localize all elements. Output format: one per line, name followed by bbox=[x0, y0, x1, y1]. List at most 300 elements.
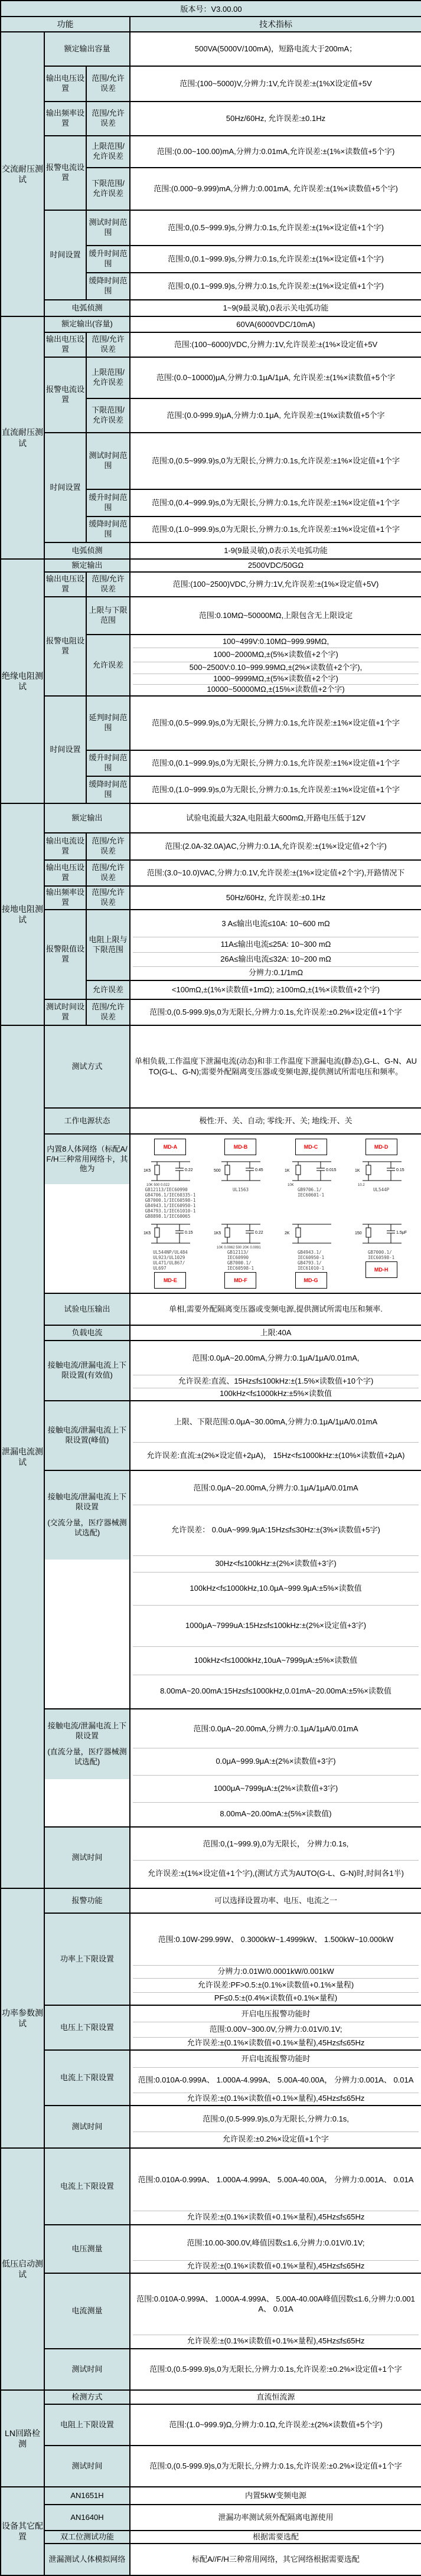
spec-cell: 范围:(3.0~10.0)VAC,分辨力:0.1V,允许误差:±(1%×设定值+2个字),开路情况下 bbox=[130, 860, 421, 886]
row-label: 电流上下限设置 bbox=[44, 2148, 130, 2225]
spec-cell: 60VA(6000VDC/10mA) bbox=[130, 316, 421, 332]
row-label: 试验电压输出 bbox=[44, 1293, 130, 1325]
row-label: 输出电压设置 bbox=[44, 332, 86, 357]
standard-item: IEC60950-1 bbox=[297, 1255, 325, 1260]
spec-line: 允许误差:PF>0.5:±(0.1%×读数值+0.1%×量程) bbox=[133, 1978, 419, 1992]
row-label: 时间设置 bbox=[44, 210, 86, 300]
svg-text:1K5: 1K5 bbox=[143, 1169, 151, 1173]
spec-cell: 范围:(100~6000)VDC,分辨力:1V,允许误差:±(1%×设定值+5V bbox=[130, 332, 421, 357]
spec-line: 范围:0.0μA~20.00mA,分辨力:0.1μA/1μA/0.01mA, bbox=[192, 1353, 360, 1362]
table-row bbox=[1, 542, 421, 559]
spec-cell bbox=[130, 2225, 421, 2273]
circuit-schematic bbox=[213, 1157, 267, 1186]
table-row bbox=[1, 1025, 421, 1108]
table-row bbox=[1, 32, 421, 66]
row-label: AN1651H bbox=[44, 2487, 130, 2505]
spec-line: 1000μA~7999uA:15Hz≤f≤100kHz:±(2%×设定值+3字) bbox=[133, 1605, 419, 1646]
standards-list bbox=[373, 1187, 389, 1192]
spec-cell: 范围:0,(0.5-999.9)s,0为无限长,分辨力:0.1s,允许误差:±0.2%×设定值+1个字 bbox=[130, 2446, 421, 2487]
spec-cell: 范围:0,(1.0~999.9)s,0为无限长,分辨力:0.1s,允许误差:±1%×设定值+1个字 bbox=[130, 776, 421, 803]
table-row bbox=[1, 2487, 421, 2505]
spec-line: 8.00mA~20.00mA:±(5%×读数值) bbox=[133, 1802, 419, 1826]
table-row bbox=[1, 696, 421, 750]
md-label-box: MD-F bbox=[224, 1272, 256, 1289]
table-row bbox=[1, 910, 421, 980]
row-label: 额定输出容量 bbox=[44, 32, 130, 66]
spec-line: 分辨力:0.01W/0.0001kW/0.001kW bbox=[133, 1965, 419, 1978]
spec-line: 范围:0.010A-0.999A、 1.000A-4.999A、 5.00A-40.00A， 分辨力:0.001A、 0.01A bbox=[138, 2175, 414, 2184]
spec-lines bbox=[133, 2051, 419, 2104]
spec-line: 上限、下限范围:0.0μA~30.00mA,分辨力:0.1μA/1μA/0.01mA bbox=[174, 1417, 378, 1426]
spec-cell: 范围:0,(1.0~999.9)s,0为无限长,分辨力:0.1s,允许误差:±1%×设定值+1个字 bbox=[130, 516, 421, 542]
row-label: 时间设置 bbox=[44, 696, 86, 803]
md-label-box: MD-G bbox=[295, 1272, 327, 1289]
row-label: 输出电流设置 bbox=[44, 833, 86, 860]
row-label-block bbox=[45, 1471, 129, 1560]
row-label: 电阻上下限设置 bbox=[44, 2404, 130, 2446]
row-label: 报警电流设置 bbox=[44, 357, 86, 433]
spec-line: 30Hz<f≤100kHz:±(2%×读数值+3字) bbox=[133, 1555, 419, 1572]
spec-cell: 范围:0,(0.5~999.9)s,0为无限长,分辨力:0.1s,允许误差:±1%×设定值+1个字 bbox=[130, 433, 421, 489]
table-row bbox=[1, 999, 421, 1025]
spec-cell bbox=[130, 1470, 421, 1709]
spec-cell: 范围:0,(0.5~999.9)s,0为无限长,分辨力:0.1s,允许误差:±1%×设定值+1个字 bbox=[130, 696, 421, 750]
spec-line: 1000~2000MΩ,±(5%×读数值+2个字) bbox=[133, 648, 419, 662]
row-label: 功率上下限设置 bbox=[44, 1913, 130, 2005]
standard-item: UL1563 bbox=[232, 1187, 249, 1192]
row-label: 输出频率设置 bbox=[44, 102, 86, 136]
spec-cell: 范围:(100~5000)V,分辨力:1V,允许误差:±(1%X设定值+5V bbox=[130, 66, 421, 102]
network-group bbox=[277, 1219, 345, 1290]
row-label-block bbox=[45, 1709, 129, 1779]
table-row bbox=[1, 2273, 421, 2349]
standard-item: GB12113/ bbox=[227, 1250, 249, 1255]
table-row bbox=[1, 1325, 421, 1341]
section-label: 直流耐压测试 bbox=[1, 316, 44, 559]
table-row bbox=[1, 66, 421, 102]
svg-text:10K: 10K bbox=[287, 1184, 294, 1186]
row-label: 报警功能 bbox=[44, 1888, 130, 1913]
spec-cell: 范围:0,(0.1~999.9)s,0为无限长,分辨力:0.1s,允许误差:±1%×设定值+1个字 bbox=[130, 750, 421, 776]
row-label: 报警电流设置 bbox=[44, 136, 86, 210]
table-row bbox=[1, 2404, 421, 2446]
svg-text:2K: 2K bbox=[284, 1231, 290, 1235]
spec-cell: 50Hz/60Hz, 允许误差:±0.1Hz bbox=[130, 102, 421, 136]
spec-line: 500~2500V:0.10~999.99MΩ,±(2%×读数值+2个字), bbox=[133, 662, 419, 674]
table-row bbox=[1, 1709, 421, 1827]
standard-item: IEC60990 bbox=[227, 1255, 249, 1260]
network-group bbox=[207, 1137, 275, 1192]
spec-line: 范围:0.010A-0.999A、 1.000A-4.999A、 5.00A-40.00A峰值因数≤1.6,分辨力:0.001A、 0.01A bbox=[136, 2294, 415, 2313]
row-label: 额定输出 bbox=[44, 803, 130, 833]
spec-cell bbox=[130, 2148, 421, 2225]
row-sublabel: 测试时间范围 bbox=[86, 433, 130, 489]
standard-item: IEC61010-1 bbox=[297, 1266, 325, 1271]
row-label: 测试时间 bbox=[44, 2349, 130, 2390]
table-row bbox=[1, 2505, 421, 2531]
svg-text:1.5μF: 1.5μF bbox=[396, 1231, 407, 1235]
spec-lines bbox=[133, 2107, 419, 2147]
spec-cell: 上限:40A bbox=[130, 1325, 421, 1341]
spec-line: 100kHz<f≤1000kHz,10uA~7999μA:±5%×读数值 bbox=[133, 1646, 419, 1675]
spec-line: 范围:0,(0.5-999.9)s,0为无限长,分辨力:0.1s, bbox=[203, 2114, 349, 2123]
spec-line: 1000~9999MΩ,±(5%×读数值+2个字) bbox=[133, 674, 419, 684]
standard-item: GB12113/IEC60990 bbox=[145, 1187, 188, 1192]
spec-line: 允许误差:直流、15Hz≤f≤100kHz:±(1.5%×读数值+10个字) bbox=[133, 1375, 419, 1388]
spec-cell bbox=[130, 1913, 421, 2005]
spec-line: 允许误差:±(0.1%×读数值+0.1%×量程),45Hz≤f≤65Hz bbox=[133, 2211, 419, 2224]
row-label: 输出电压设置 bbox=[44, 66, 86, 102]
circuit-schematic bbox=[284, 1220, 338, 1249]
circuit-schematic bbox=[213, 1220, 267, 1249]
spec-cell: 1~9(9最灵敏),0表示关电弧功能 bbox=[130, 300, 421, 316]
spec-cell bbox=[130, 1401, 421, 1470]
standard-item: IEC60601-1 bbox=[297, 1192, 325, 1198]
row-sublabel: 下限范围/允许误差 bbox=[86, 398, 130, 433]
spec-cell: 泄漏功率测试须外配隔离电源使用 bbox=[130, 2505, 421, 2531]
row-label: 电流测量 bbox=[44, 2273, 130, 2349]
row-sublabel: 缓升时间范围 bbox=[86, 750, 130, 776]
network-group bbox=[277, 1137, 345, 1198]
standards-list bbox=[145, 1187, 196, 1219]
section-label: LN回路检测 bbox=[1, 2390, 44, 2487]
row-label-line: 内置8人体网络（标配A/F/H三种常用网络卡，其他为 bbox=[46, 1144, 128, 1173]
section-label: 接地电阻测试 bbox=[1, 803, 44, 1025]
spec-cell: 50Hz/60Hz, 允许误差:±0.1Hz bbox=[130, 886, 421, 910]
spec-line: 100kHz<f≤1000kHz:±5%×读数值 bbox=[133, 1388, 419, 1400]
row-label: 输出电压设置 bbox=[44, 860, 86, 886]
row-sublabel: 范围/允许误差 bbox=[86, 66, 130, 102]
spec-line: 允许误差:±(0.1%×读数值+0.1%×量程),45Hz≤f≤65Hz bbox=[133, 2037, 419, 2049]
table-row bbox=[1, 1341, 421, 1401]
row-label: 时间设置 bbox=[44, 433, 86, 542]
circuit-schematic bbox=[143, 1157, 197, 1186]
svg-text:0.45: 0.45 bbox=[255, 1168, 264, 1172]
svg-text:0.15: 0.15 bbox=[185, 1231, 194, 1235]
network-group bbox=[207, 1219, 275, 1290]
spec-cell: 范围:(0.00~100.00)mA,分辨力:0.01mA,允许误差:±(1%×读数值+5个字) bbox=[130, 136, 421, 168]
table-row bbox=[1, 332, 421, 357]
row-label-line: 接触电流/泄漏电流上下限设置 bbox=[47, 1492, 127, 1512]
spec-cell: 范围:0,(0.5-999.9)s,0为无限长,分辨力:0.1s,允许误差:±0.2%×设定值+1个字 bbox=[130, 999, 421, 1025]
spec-cell bbox=[130, 1709, 421, 1827]
row-sublabel: 下限范围/允许误差 bbox=[86, 168, 130, 210]
spec-line: 允许误差： 0.0uA~999.9μA:15Hz≤f≤30Hz:±(3%×读数值+5字) bbox=[133, 1505, 419, 1555]
svg-text:10K 500 0.022: 10K 500 0.022 bbox=[146, 1184, 170, 1186]
table-row bbox=[1, 102, 421, 136]
spec-lines bbox=[133, 2226, 419, 2272]
row-label: 电流上下限设置 bbox=[44, 2050, 130, 2106]
row-sublabel: 范围/允许误差 bbox=[86, 572, 130, 597]
table-row bbox=[1, 833, 421, 860]
standard-item: GB9706.1/ bbox=[297, 1187, 322, 1192]
spec-line: 分辨力:0.1/1mΩ bbox=[133, 966, 419, 979]
row-sublabel: 允许误差 bbox=[86, 980, 130, 999]
standard-item: IEC60598-1 bbox=[227, 1266, 254, 1271]
standards-list bbox=[298, 1187, 324, 1198]
row-label-block bbox=[45, 1135, 129, 1184]
table-row bbox=[1, 2148, 421, 2225]
spec-cell bbox=[130, 2050, 421, 2106]
network-group bbox=[136, 1219, 204, 1290]
table-row bbox=[1, 300, 421, 316]
table-row bbox=[1, 860, 421, 886]
row-sublabel: 电阻上限与下限范围 bbox=[86, 910, 130, 980]
spec-line: 100~499V:0.10MΩ~999.99MΩ, bbox=[222, 636, 329, 646]
table-row bbox=[1, 572, 421, 597]
spec-cell: 范围:(0.0~10000)μA,分辨力:0.1μA/1μA, 允许误差:±(1%×读数值+5个字 bbox=[130, 357, 421, 398]
row-label bbox=[44, 1709, 130, 1827]
standard-item: GB4943.1/ bbox=[297, 1250, 322, 1255]
spec-line: 允许误差:±0.2%×设定值+1个字 bbox=[133, 2132, 419, 2147]
spec-line: 允许误差:±(0.1%×读数值+0.1%×量程),45Hz≤f≤65Hz bbox=[133, 2260, 419, 2272]
row-label: 额定输出 bbox=[44, 559, 130, 572]
svg-text:150: 150 bbox=[354, 1231, 362, 1235]
spec-line: 允许误差:±(0.1%×读数值+0.1%×量程),45Hz≤f≤65Hz bbox=[133, 2335, 419, 2348]
version-label: 版本号：V3.00.00 bbox=[1, 1, 421, 17]
section-label: 设备其它配置 bbox=[1, 2487, 44, 2575]
spec-lines bbox=[133, 1914, 419, 2004]
row-sublabel: 上限范围/允许误差 bbox=[86, 136, 130, 168]
network-row bbox=[134, 1219, 417, 1290]
svg-text:0.22: 0.22 bbox=[185, 1168, 194, 1172]
spec-cell: 标配A//F/H三种常用网络，其它网络根据需要选配 bbox=[130, 2544, 421, 2575]
md-label-box: MD-H bbox=[365, 1261, 397, 1278]
spec-lines bbox=[133, 1710, 419, 1826]
svg-text:1K5: 1K5 bbox=[143, 1231, 151, 1235]
circuit-schematic bbox=[354, 1157, 409, 1186]
spec-cell: 范围:0,(0.5-999.9)s,0为无限长,分辨力:0.1s,允许误差:±0.2%×设定值+1个字 bbox=[130, 2349, 421, 2390]
spec-cell: 范围:0,(0.1~999.9)s,分辨力:0.1s,允许误差:±(1%×设定值+1个字) bbox=[130, 246, 421, 273]
row-sublabel: 缓降时间范围 bbox=[86, 516, 130, 542]
table-row bbox=[1, 2225, 421, 2273]
table-row bbox=[1, 886, 421, 910]
row-label: 测试时间 bbox=[44, 2106, 130, 2148]
spec-line: 8.00mA~20.00mA:15Hz≤f≤1000kHz,0.01mA~20.00mA:±5%×读数值 bbox=[133, 1675, 419, 1708]
row-sublabel: 范围/允许误差 bbox=[86, 886, 130, 910]
md-label-box: MD-B bbox=[224, 1139, 256, 1155]
table-row bbox=[1, 1134, 421, 1293]
spec-line: 3 A≤输出电流≤10A: 10~600 mΩ bbox=[221, 918, 330, 928]
svg-text:0.15: 0.15 bbox=[396, 1168, 404, 1172]
spec-lines bbox=[133, 1342, 419, 1400]
standard-item: GB8898.1/IEC60065 bbox=[145, 1214, 191, 1219]
standard-item: UL544P bbox=[373, 1187, 390, 1192]
row-label-line: (交流分量，医疗器械测试选配) bbox=[47, 1518, 127, 1537]
row-sublabel: 范围/允许误差 bbox=[86, 833, 130, 860]
row-sublabel: 上限范围/允许误差 bbox=[86, 357, 130, 398]
svg-text:1K: 1K bbox=[284, 1169, 290, 1173]
table-row bbox=[1, 2005, 421, 2050]
row-label: 电弧侦测 bbox=[44, 300, 130, 316]
spec-cell bbox=[130, 1341, 421, 1401]
svg-text:1K5: 1K5 bbox=[214, 1231, 221, 1235]
row-label: 测试方式 bbox=[44, 1025, 130, 1108]
spec-lines bbox=[133, 636, 419, 695]
table-row bbox=[1, 136, 421, 168]
standard-item: GB7000.1/IEC60598-1 bbox=[145, 1198, 196, 1203]
spec-cell: 范围:(1.0~999.9)Ω,分辨力:0.1Ω,允许误差:±(2%×读数值+5个字) bbox=[130, 2404, 421, 2446]
table-row bbox=[1, 316, 421, 332]
spec-lines bbox=[133, 2149, 419, 2224]
md-label-box: MD-E bbox=[154, 1272, 186, 1289]
table-row bbox=[1, 1293, 421, 1325]
spec-line: PF≤0.5:±(0.4%×读数值+0.1%×量程) bbox=[133, 1992, 419, 2004]
network-group bbox=[136, 1137, 204, 1219]
spec-lines bbox=[133, 911, 419, 979]
table-row bbox=[1, 1401, 421, 1470]
standards-list bbox=[298, 1250, 324, 1271]
table-row bbox=[1, 2349, 421, 2390]
standard-item: UL471/UL867/ bbox=[153, 1260, 185, 1266]
circuit-schematic bbox=[284, 1157, 338, 1186]
standards-list bbox=[233, 1187, 249, 1192]
row-sublabel: 缓降时间范围 bbox=[86, 776, 130, 803]
row-label: 输出频率设置 bbox=[44, 886, 86, 910]
table-row bbox=[1, 559, 421, 572]
row-sublabel: 上限与下限范围 bbox=[86, 597, 130, 635]
spec-cell: 范围:0,(0.4~999.9)s,0为无限长,分辨力:0.1s,允许误差:±1%×设定值+1个字 bbox=[130, 489, 421, 516]
spec-cell: 范围:(0.0-999.9)μA,分辨力:0.1μA, 允许误差:±(1%x读数值+5个字 bbox=[130, 398, 421, 433]
spec-line: 范围:0.00V~300.0V,分辨力:0.01V/0.1V; bbox=[133, 2022, 419, 2037]
table-row bbox=[1, 2544, 421, 2575]
spec-cell: 500VA(5000V/100mA)，短路电流大于200mA； bbox=[130, 32, 421, 66]
row-sublabel: 缓升时间范围 bbox=[86, 246, 130, 273]
spec-cell: 范围:0,(0.1~999.9)s,分辨力:0.1s,允许误差:±(1%×设定值+1个字) bbox=[130, 273, 421, 300]
row-label: 接触电流/泄漏电流上下限设置(有效值) bbox=[44, 1341, 130, 1401]
md-label-box: MD-C bbox=[295, 1139, 327, 1155]
row-label: AN1640H bbox=[44, 2505, 130, 2531]
svg-text:0.22: 0.22 bbox=[255, 1231, 264, 1235]
row-sublabel: 允许误差 bbox=[86, 635, 130, 696]
spec-cell: 内置5kW变频电源 bbox=[130, 2487, 421, 2505]
circuit-schematic bbox=[354, 1220, 409, 1249]
svg-text:1K: 1K bbox=[354, 1169, 360, 1173]
spec-line: 允许误差:直流:±(2%×设定值+2μA)， 15Hz<f≤1000kHz:±(10%×读数值+2μA) bbox=[133, 1442, 419, 1469]
standards-list bbox=[227, 1250, 254, 1271]
table-row bbox=[1, 1827, 421, 1888]
row-label: 泄漏测试人体模拟网络 bbox=[44, 2544, 130, 2575]
human-body-networks bbox=[133, 1135, 419, 1292]
row-sublabel: 范围/允许误差 bbox=[86, 332, 130, 357]
spec-line: 允许误差:±(1%×设定值+1个字),(测试方式为AUTO(G-L、G-N)时,时间各1半) bbox=[133, 1860, 419, 1887]
spec-cell bbox=[130, 1134, 421, 1293]
spec-line: 开启电流报警功能时 bbox=[241, 2054, 311, 2064]
row-label-line: 接触电流/泄漏电流上下限设置 bbox=[47, 1721, 127, 1741]
spec-line: 10000~50000MΩ,±(15%×读数值+2个字) bbox=[133, 684, 419, 695]
spec-line: 允许误差:±(0.1%×读数值+0.1%×量程),45Hz≤f≤65Hz bbox=[133, 2093, 419, 2104]
spec-line: 范围:0.010A-0.999A、 1.000A-4.999A、 5.00A-40.00A， 分辨力:0.001A、 0.01A bbox=[133, 2067, 419, 2093]
spec-cell: 试验电流最大32A,电阻最大600mΩ,开路电压低于12V bbox=[130, 803, 421, 833]
spec-cell: 范围:(2.0A-32.0A)AC,分辨力:0.1A,允许误差:±(1%×设定值+2个字) bbox=[130, 833, 421, 860]
spec-cell: 范围:0,(0.5~999.9)s,分辨力:0.1s,允许误差:±(1%×设定值+1个字) bbox=[130, 210, 421, 246]
table-row bbox=[1, 2106, 421, 2148]
table-row bbox=[1, 210, 421, 246]
spec-line: 0.0μA~999.9μA:±(2%×读数值+3字) bbox=[133, 1748, 419, 1775]
row-sublabel: 范围/允许误差 bbox=[86, 860, 130, 886]
table-row bbox=[1, 1913, 421, 2005]
table-row bbox=[1, 597, 421, 635]
section-label: 绝缘电阻测试 bbox=[1, 559, 44, 803]
row-label: 报警电阻设置 bbox=[44, 597, 86, 696]
spec-cell: 可以选择设置功率、电压、电流之一 bbox=[130, 1888, 421, 1913]
spec-cell: <100mΩ,±(1%×读数值+1mΩ); ≥100mΩ,±(1%×读数值+2个字) bbox=[130, 980, 421, 999]
spec-line: 100kHz<f≤1000kHz,10.0μA~999.9μA:±5%×读数值 bbox=[133, 1572, 419, 1605]
network-group bbox=[347, 1137, 415, 1192]
spec-cell bbox=[130, 1827, 421, 1888]
row-label: 测试时间 bbox=[44, 1827, 130, 1888]
standards-list bbox=[153, 1250, 188, 1271]
table-row bbox=[1, 1888, 421, 1913]
row-sublabel: 缓升时间范围 bbox=[86, 489, 130, 516]
spec-cell: 极性:开、关、自动; 零线:开、关; 地线:开、关 bbox=[130, 1108, 421, 1134]
spec-line: 范围:0,(1~999.9),0为无限长， 分辨力:0.1s, bbox=[203, 1839, 349, 1848]
standard-item: GB4793.1/IEC61010-1 bbox=[145, 1208, 196, 1214]
spec-line: 开启电压报警功能时 bbox=[241, 2009, 311, 2018]
circuit-schematic bbox=[143, 1220, 197, 1249]
table-row bbox=[1, 803, 421, 833]
svg-text:500: 500 bbox=[214, 1169, 221, 1173]
standard-item: GB4943.1/IEC60950-1 bbox=[145, 1203, 196, 1208]
standard-item: UL923/UL1029 bbox=[153, 1255, 185, 1260]
section-label: 低压启动测试 bbox=[1, 2148, 44, 2390]
standard-item: GB7000.1/ bbox=[227, 1260, 252, 1266]
row-sublabel: 测试时间范围 bbox=[86, 210, 130, 246]
spec-cell: 直流恒流源 bbox=[130, 2390, 421, 2404]
spec-line: 11A≤输出电流≤25A: 10~300 mΩ bbox=[133, 937, 419, 952]
row-label: 额定输出(容量) bbox=[44, 316, 130, 332]
row-label: 接触电流/泄漏电流上下限设置(峰值) bbox=[44, 1401, 130, 1470]
standard-item: GB4793.1/ bbox=[297, 1260, 322, 1266]
row-label: 测试时间 bbox=[44, 2446, 130, 2487]
row-sublabel: 缓降时间范围 bbox=[86, 273, 130, 300]
spec-line: 范围:0.10W-299.99W、 0.3000kW~1.4999kW、 1.500kW~10.000kW bbox=[158, 1934, 394, 1944]
spec-cell: 范围:(0.000~9.999)mA,分辨力:0.001mA, 允许误差:±(1%×读数值+5个字) bbox=[130, 168, 421, 210]
table-row bbox=[1, 2050, 421, 2106]
network-group bbox=[347, 1219, 415, 1279]
spec-cell: 根据需要选配 bbox=[130, 2531, 421, 2544]
svg-text:10.2: 10.2 bbox=[357, 1184, 365, 1186]
column-header-spec: 技术指标 bbox=[130, 17, 421, 32]
spec-lines bbox=[133, 2006, 419, 2049]
row-label: 输出电压设置 bbox=[44, 572, 86, 597]
standard-item: UL697 bbox=[153, 1266, 167, 1271]
spec-cell bbox=[130, 635, 421, 696]
standard-item: IEC60598-1 bbox=[368, 1255, 395, 1260]
md-label-box: MD-A bbox=[154, 1139, 186, 1155]
row-label: 双工位测试功能 bbox=[44, 2531, 130, 2544]
row-label: 测试时间设置 bbox=[44, 999, 86, 1025]
table-row bbox=[1, 357, 421, 398]
spec-lines bbox=[133, 2274, 419, 2348]
table-row bbox=[1, 1470, 421, 1709]
section-label: 泄漏电流测试 bbox=[1, 1025, 44, 1888]
row-label: 电压上下限设置 bbox=[44, 2005, 130, 2050]
spec-line: 范围:0.0μA~20.00mA,分辨力:0.1μA/1μA/0.01mA bbox=[193, 1724, 358, 1733]
standard-item: GB4706.1/IEC60335-1 bbox=[145, 1192, 196, 1198]
spec-cell: 1-9(9最灵敏),0表示关电弧功能 bbox=[130, 542, 421, 559]
spec-cell bbox=[130, 910, 421, 980]
svg-text:10K 0.0062 500 20K 0.0091: 10K 0.0062 500 20K 0.0091 bbox=[217, 1246, 262, 1249]
table-row bbox=[1, 1108, 421, 1134]
standards-list bbox=[368, 1250, 394, 1260]
section-label: 交流耐压测试 bbox=[1, 32, 44, 316]
row-label: 检测方式 bbox=[44, 2390, 130, 2404]
table-row bbox=[1, 433, 421, 489]
spec-lines bbox=[133, 1472, 419, 1708]
spec-cell: 单相负载,工作温度下泄漏电流(动态)和非工作温度下泄漏电流(静态),G-L、G-N、AUTO(G-L、G-N);需要外配隔离变压器或变频电源,提供测试所需电压和频率。 bbox=[130, 1025, 421, 1108]
row-label: 电压测量 bbox=[44, 2225, 130, 2273]
